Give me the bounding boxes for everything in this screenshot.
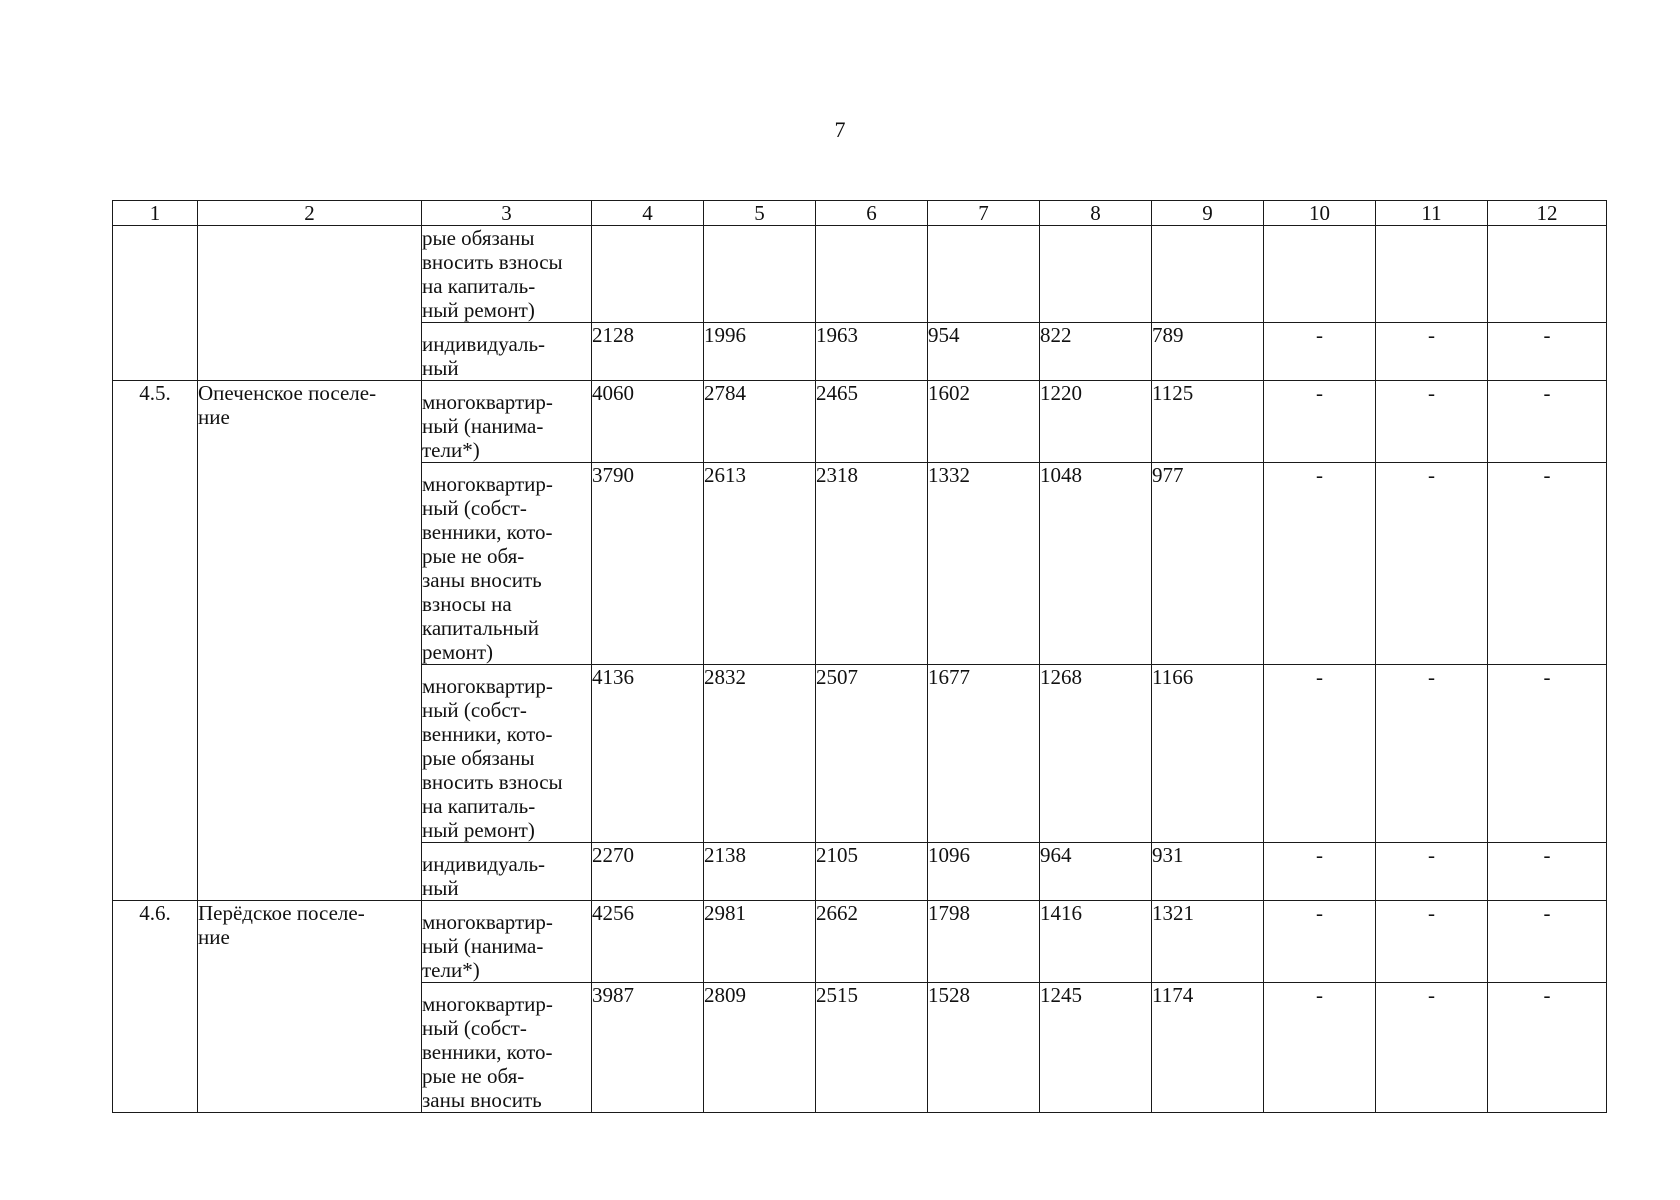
value-cell: - bbox=[1376, 463, 1488, 665]
code-cell: 4.6. bbox=[113, 901, 198, 1113]
column-number: 6 bbox=[816, 201, 928, 226]
value-cell bbox=[928, 226, 1040, 323]
table-row bbox=[113, 901, 1607, 983]
text-line: Опеченское поселе- bbox=[198, 381, 377, 405]
value-cell: - bbox=[1488, 843, 1607, 901]
value-cell: - bbox=[1376, 901, 1488, 983]
value-cell: 977 bbox=[1152, 463, 1264, 665]
text-line: ный bbox=[422, 876, 459, 900]
value-cell: 2270 bbox=[592, 843, 704, 901]
table-row bbox=[113, 226, 1607, 323]
value-cell: 789 bbox=[1152, 323, 1264, 381]
text-line: рые обязаны bbox=[422, 226, 535, 250]
column-number: 11 bbox=[1376, 201, 1488, 226]
text-line: заны вносить bbox=[422, 1088, 542, 1112]
name-cell bbox=[198, 226, 422, 381]
text-line: индивидуаль- bbox=[422, 852, 546, 876]
value-cell: 822 bbox=[1040, 323, 1152, 381]
text-line: многоквартир- bbox=[422, 992, 553, 1016]
settlement-name-cell bbox=[198, 381, 422, 901]
column-number: 7 bbox=[928, 201, 1040, 226]
text-line: многоквартир- bbox=[422, 674, 553, 698]
column-number: 5 bbox=[704, 201, 816, 226]
value-cell: 2515 bbox=[816, 983, 928, 1113]
housing-type-cell bbox=[422, 463, 592, 665]
table-row bbox=[113, 381, 1607, 463]
value-cell: 2465 bbox=[816, 381, 928, 463]
text-line: на капиталь- bbox=[422, 274, 536, 298]
tariff-table bbox=[112, 200, 1607, 1113]
value-cell: 1963 bbox=[816, 323, 928, 381]
value-cell: 2832 bbox=[704, 665, 816, 843]
table-body bbox=[113, 226, 1607, 1113]
value-cell: 2809 bbox=[704, 983, 816, 1113]
value-cell: 4060 bbox=[592, 381, 704, 463]
value-cell: 964 bbox=[1040, 843, 1152, 901]
column-number: 2 bbox=[198, 201, 422, 226]
value-cell: - bbox=[1488, 665, 1607, 843]
value-cell bbox=[704, 226, 816, 323]
text-line: тели*) bbox=[422, 958, 480, 982]
value-cell: 1125 bbox=[1152, 381, 1264, 463]
value-cell: 2128 bbox=[592, 323, 704, 381]
column-number: 3 bbox=[422, 201, 592, 226]
value-cell bbox=[1264, 226, 1376, 323]
value-cell bbox=[1488, 226, 1607, 323]
text-line: вносить взносы bbox=[422, 250, 563, 274]
value-cell: - bbox=[1488, 983, 1607, 1113]
value-cell: 4256 bbox=[592, 901, 704, 983]
text-line: вносить взносы bbox=[422, 770, 563, 794]
text-line: рые не обя- bbox=[422, 544, 525, 568]
value-cell: - bbox=[1376, 665, 1488, 843]
value-cell: 2318 bbox=[816, 463, 928, 665]
column-number-row bbox=[113, 201, 1607, 226]
value-cell: 931 bbox=[1152, 843, 1264, 901]
text-line: ный (нанима- bbox=[422, 414, 544, 438]
text-line: заны вносить bbox=[422, 568, 542, 592]
value-cell: 4136 bbox=[592, 665, 704, 843]
value-cell: 1268 bbox=[1040, 665, 1152, 843]
value-cell: - bbox=[1264, 381, 1376, 463]
text-line: ный (собст- bbox=[422, 698, 527, 722]
value-cell: 1048 bbox=[1040, 463, 1152, 665]
column-number: 1 bbox=[113, 201, 198, 226]
value-cell: 1528 bbox=[928, 983, 1040, 1113]
value-cell: - bbox=[1376, 843, 1488, 901]
value-cell bbox=[1376, 226, 1488, 323]
column-number: 9 bbox=[1152, 201, 1264, 226]
value-cell: 3790 bbox=[592, 463, 704, 665]
housing-type-cell bbox=[422, 901, 592, 983]
text-line: ный ремонт) bbox=[422, 818, 535, 842]
value-cell: 2784 bbox=[704, 381, 816, 463]
text-line: ный (нанима- bbox=[422, 934, 544, 958]
value-cell: 1245 bbox=[1040, 983, 1152, 1113]
page-number: 7 bbox=[834, 117, 846, 142]
value-cell: 2613 bbox=[704, 463, 816, 665]
text-line: ремонт) bbox=[422, 640, 494, 664]
value-cell bbox=[1152, 226, 1264, 323]
column-number: 4 bbox=[592, 201, 704, 226]
value-cell: 1321 bbox=[1152, 901, 1264, 983]
text-line: ние bbox=[198, 405, 230, 429]
text-line: рые не обя- bbox=[422, 1064, 525, 1088]
text-line: многоквартир- bbox=[422, 472, 553, 496]
value-cell: - bbox=[1264, 665, 1376, 843]
value-cell: 2981 bbox=[704, 901, 816, 983]
value-cell: - bbox=[1264, 901, 1376, 983]
text-line: венники, кото- bbox=[422, 1040, 553, 1064]
value-cell: 1166 bbox=[1152, 665, 1264, 843]
value-cell: - bbox=[1376, 323, 1488, 381]
value-cell: 1096 bbox=[928, 843, 1040, 901]
value-cell: 2138 bbox=[704, 843, 816, 901]
settlement-name-cell bbox=[198, 901, 422, 1113]
value-cell: - bbox=[1488, 463, 1607, 665]
text-line: венники, кото- bbox=[422, 520, 553, 544]
value-cell: - bbox=[1376, 381, 1488, 463]
value-cell: 954 bbox=[928, 323, 1040, 381]
value-cell: - bbox=[1264, 843, 1376, 901]
text-line: индивидуаль- bbox=[422, 332, 546, 356]
value-cell: 1416 bbox=[1040, 901, 1152, 983]
housing-type-cell bbox=[422, 665, 592, 843]
text-line: ный (собст- bbox=[422, 496, 527, 520]
value-cell: 1602 bbox=[928, 381, 1040, 463]
value-cell bbox=[592, 226, 704, 323]
text-line: ный ремонт) bbox=[422, 298, 535, 322]
housing-type-cell bbox=[422, 381, 592, 463]
column-number: 8 bbox=[1040, 201, 1152, 226]
text-line: Перёдское поселе- bbox=[198, 901, 365, 925]
code-cell bbox=[113, 226, 198, 381]
text-line: многоквартир- bbox=[422, 390, 553, 414]
value-cell: - bbox=[1488, 901, 1607, 983]
value-cell: 3987 bbox=[592, 983, 704, 1113]
housing-type-cell bbox=[422, 983, 592, 1113]
text-line: венники, кото- bbox=[422, 722, 553, 746]
text-line: взносы на bbox=[422, 592, 512, 616]
value-cell: 2105 bbox=[816, 843, 928, 901]
housing-type-cell bbox=[422, 226, 592, 323]
housing-type-cell bbox=[422, 843, 592, 901]
value-cell: - bbox=[1264, 463, 1376, 665]
value-cell bbox=[816, 226, 928, 323]
text-line: рые обязаны bbox=[422, 746, 535, 770]
table-header bbox=[113, 201, 1607, 226]
text-line: многоквартир- bbox=[422, 910, 553, 934]
code-cell: 4.5. bbox=[113, 381, 198, 901]
text-line: ный (собст- bbox=[422, 1016, 527, 1040]
housing-type-cell bbox=[422, 323, 592, 381]
text-line: капитальный bbox=[422, 616, 539, 640]
value-cell: 1798 bbox=[928, 901, 1040, 983]
value-cell: 2507 bbox=[816, 665, 928, 843]
value-cell: 1332 bbox=[928, 463, 1040, 665]
value-cell: 1677 bbox=[928, 665, 1040, 843]
value-cell: 2662 bbox=[816, 901, 928, 983]
value-cell: - bbox=[1264, 983, 1376, 1113]
column-number: 10 bbox=[1264, 201, 1376, 226]
value-cell: - bbox=[1264, 323, 1376, 381]
text-line: ние bbox=[198, 925, 230, 949]
value-cell bbox=[1040, 226, 1152, 323]
column-number: 12 bbox=[1488, 201, 1607, 226]
value-cell: 1996 bbox=[704, 323, 816, 381]
text-line: тели*) bbox=[422, 438, 480, 462]
text-line: на капиталь- bbox=[422, 794, 536, 818]
value-cell: - bbox=[1488, 381, 1607, 463]
text-line: ный bbox=[422, 356, 459, 380]
value-cell: 1174 bbox=[1152, 983, 1264, 1113]
value-cell: - bbox=[1376, 983, 1488, 1113]
value-cell: 1220 bbox=[1040, 381, 1152, 463]
value-cell: - bbox=[1488, 323, 1607, 381]
